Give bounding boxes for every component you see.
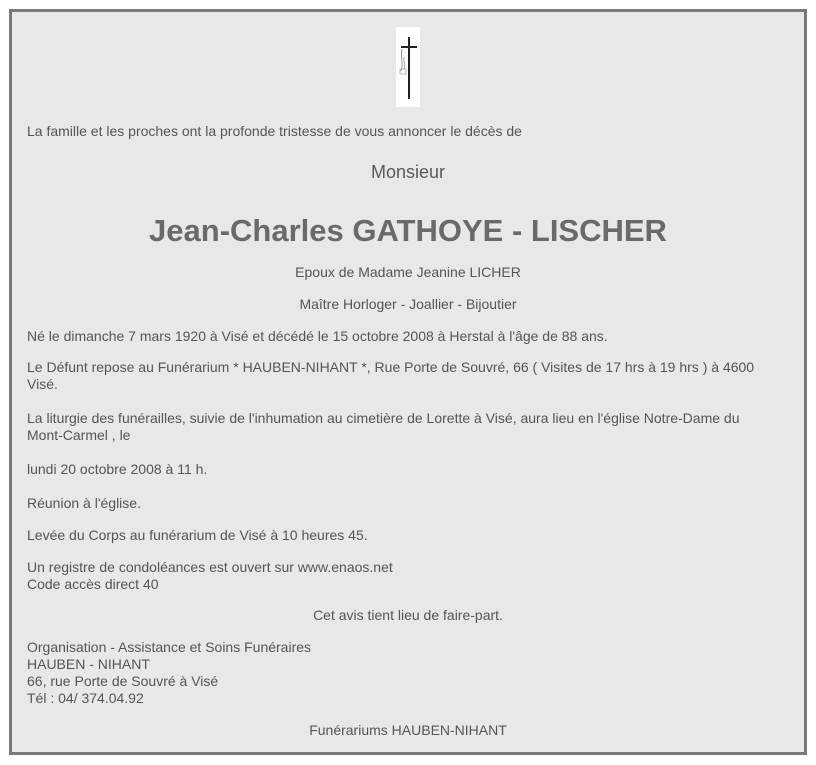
reunion-line: Réunion à l'église.: [27, 495, 141, 511]
register-paragraph: [27, 559, 792, 593]
cross-image: [396, 27, 420, 107]
notice-line: Cet avis tient lieu de faire-part.: [313, 607, 503, 623]
organisation-block: [27, 639, 792, 707]
profession-line: Maître Horloger - Joallier - Bijoutier: [299, 296, 517, 312]
intro-text: La famille et les proches ont la profonde tristesse de vous annoncer le décès de: [27, 123, 522, 139]
liturgy-paragraph: [27, 410, 792, 444]
repose-line: Visé.: [27, 376, 58, 392]
deceased-name: Jean-Charles GATHOYE - LISCHER: [149, 213, 667, 248]
liturgy-line: La liturgie des funérailles, suivie de l'inhumation au cimetière de Lorette à Visé, aura lieu en l'église Notre-Dame du: [27, 410, 740, 426]
date-time-line: lundi 20 octobre 2008 à 11 h.: [27, 461, 208, 477]
spouse-line: Epoux de Madame Jeanine LICHER: [295, 264, 521, 280]
birth-death-line: Né le dimanche 7 mars 1920 à Visé et décédé le 15 octobre 2008 à Herstal à l'âge de 88 ans.: [27, 328, 608, 344]
repose-paragraph: [27, 359, 792, 393]
honorific: Monsieur: [370, 162, 446, 182]
organisation-line: Tél : 04/ 374.04.92: [27, 690, 144, 706]
footer-line: Funérariums HAUBEN-NIHANT: [309, 722, 507, 738]
register-line: Un registre de condoléances est ouvert sur www.enaos.net: [27, 559, 393, 575]
obituary-card: [9, 9, 807, 755]
organisation-line: 66, rue Porte de Souvré à Visé: [27, 673, 219, 689]
repose-line: Le Défunt repose au Funérarium * HAUBEN-NIHANT *, Rue Porte de Souvré, 66 ( Visites de 17 hrs à 19 hrs ) à 4600: [27, 359, 755, 375]
register-line: Code accès direct 40: [27, 576, 159, 592]
cross-icon: [396, 27, 420, 107]
levee-line: Levée du Corps au funérarium de Visé à 10 heures 45.: [27, 527, 368, 543]
liturgy-line: Mont-Carmel , le: [27, 427, 131, 443]
organisation-line: HAUBEN - NIHANT: [27, 656, 150, 672]
organisation-line: Organisation - Assistance et Soins Funéraires: [27, 639, 312, 655]
